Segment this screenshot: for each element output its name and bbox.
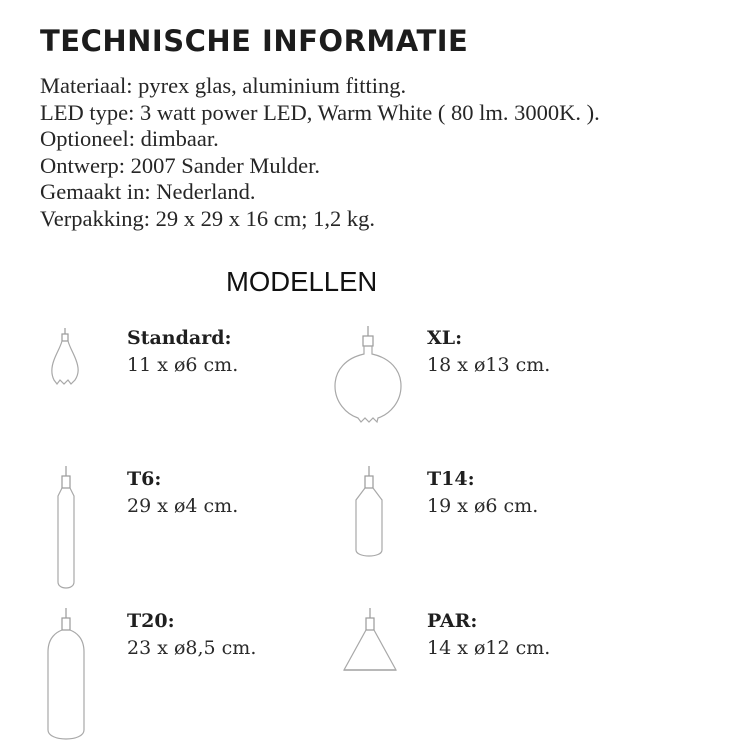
- model-name: T6:: [127, 468, 162, 490]
- model-name: T20:: [127, 610, 175, 632]
- models-title: MODELLEN: [226, 266, 378, 297]
- model-dims: 29 x ø4 cm.: [127, 495, 239, 517]
- t6-tube-icon: [52, 466, 80, 592]
- model-name: XL:: [427, 327, 463, 349]
- spec-list: [40, 73, 600, 232]
- t14-tube-icon: [352, 466, 386, 560]
- standard-bulb-icon: [46, 328, 86, 388]
- t20-tube-icon: [44, 608, 88, 742]
- model-dims: 11 x ø6 cm.: [127, 354, 239, 376]
- spec-made-in: Gemaakt in: Nederland.: [40, 179, 256, 204]
- par-cone-icon: [340, 608, 400, 678]
- spec-optional: Optioneel: dimbaar.: [40, 126, 219, 151]
- model-dims: 23 x ø8,5 cm.: [127, 637, 257, 659]
- model-dims: 18 x ø13 cm.: [427, 354, 551, 376]
- model-name: PAR:: [427, 610, 478, 632]
- section-title: TECHNISCHE INFORMATIE: [40, 24, 469, 58]
- xl-bulb-icon: [332, 326, 404, 426]
- model-dims: 19 x ø6 cm.: [427, 495, 539, 517]
- spec-packaging: Verpakking: 29 x 29 x 16 cm; 1,2 kg.: [40, 205, 375, 231]
- spec-material: Materiaal: pyrex glas, aluminium fitting.: [40, 73, 407, 98]
- model-name: Standard:: [127, 327, 232, 349]
- model-dims: 14 x ø12 cm.: [427, 637, 551, 659]
- model-name: T14:: [427, 468, 475, 490]
- spec-design: Ontwerp: 2007 Sander Mulder.: [40, 152, 320, 178]
- spec-led-type: LED type: 3 watt power LED, Warm White ( 80 lm. 3000K. ).: [40, 99, 600, 125]
